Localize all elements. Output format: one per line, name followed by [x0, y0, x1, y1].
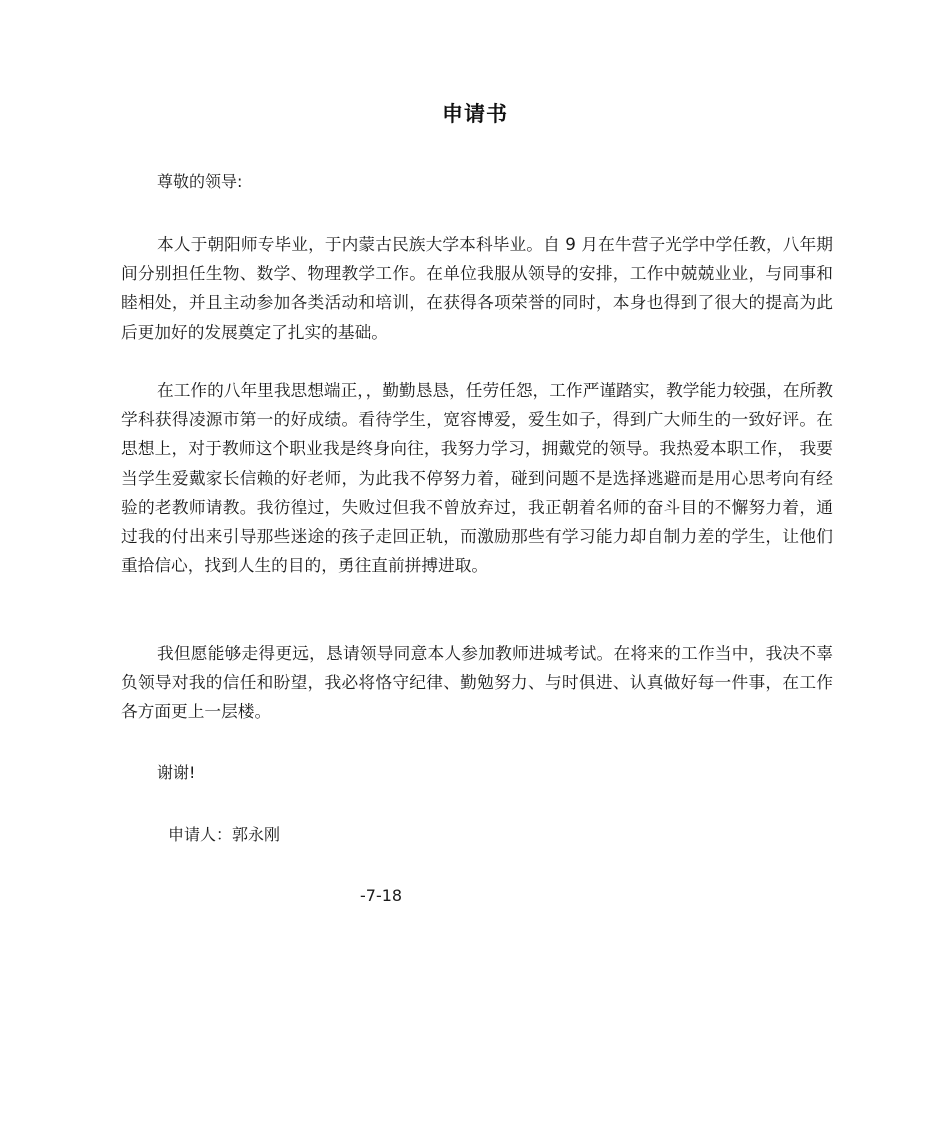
document-date: -7-18	[360, 886, 403, 905]
paragraph-request: 我但愿能够走得更远，恳请领导同意本人参加教师进城考试。在将来的工作当中，我决不辜负领导对我的信任和盼望，我必将恪守纪律、勤勉努力、与时俱进、认真做好每一件事，在工作各方面更上一层楼。	[121, 643, 833, 722]
paragraph-education-background: 本人于朝阳师专毕业，于内蒙古民族大学本科毕业。自 9 月在牛营子光学中学任教，八年期间分别担任生物、数学、物理教学工作。在单位我服从领导的安排，工作中兢兢业业，与同事和睦相处，并且主动参加各类活动和培训，在获得各项荣誉的同时，本身也得到了很大的提高为此后更加好的发展奠定了扎实的基础。	[121, 234, 833, 342]
paragraph-work-performance: 在工作的八年里我思想端正，，勤勤恳恳，任劳任怨，工作严谨踏实，教学能力较强，在所教学科获得凌源市第一的好成绩。看待学生，宽容博爱，爱生如子，得到广大师生的一致好评。在思想上，对于教师这个职业我是终身向往，我努力学习，拥戴党的领导。我热爱本职工作， 我要当学生爱戴家长信赖的好老师，为此我不停努力着，碰到问题不是选择逃避而是用心思考向有经验的老教师请教。我彷徨过，失败过但我不曾放弃过，我正朝着名师的奋斗目的不懈努力着，通过我的付出来引导那些迷途的孩子走回正轨，而激励那些有学习能力却自制力差的学生，让他们重拾信心，找到人生的目的，勇往直前拼搏进取。	[121, 380, 833, 576]
document-title: 申请书	[442, 102, 508, 126]
closing-thanks: 谢谢!	[157, 763, 196, 782]
applicant-signature: 申请人：郭永刚	[168, 825, 281, 844]
salutation: 尊敬的领导:	[157, 172, 243, 191]
